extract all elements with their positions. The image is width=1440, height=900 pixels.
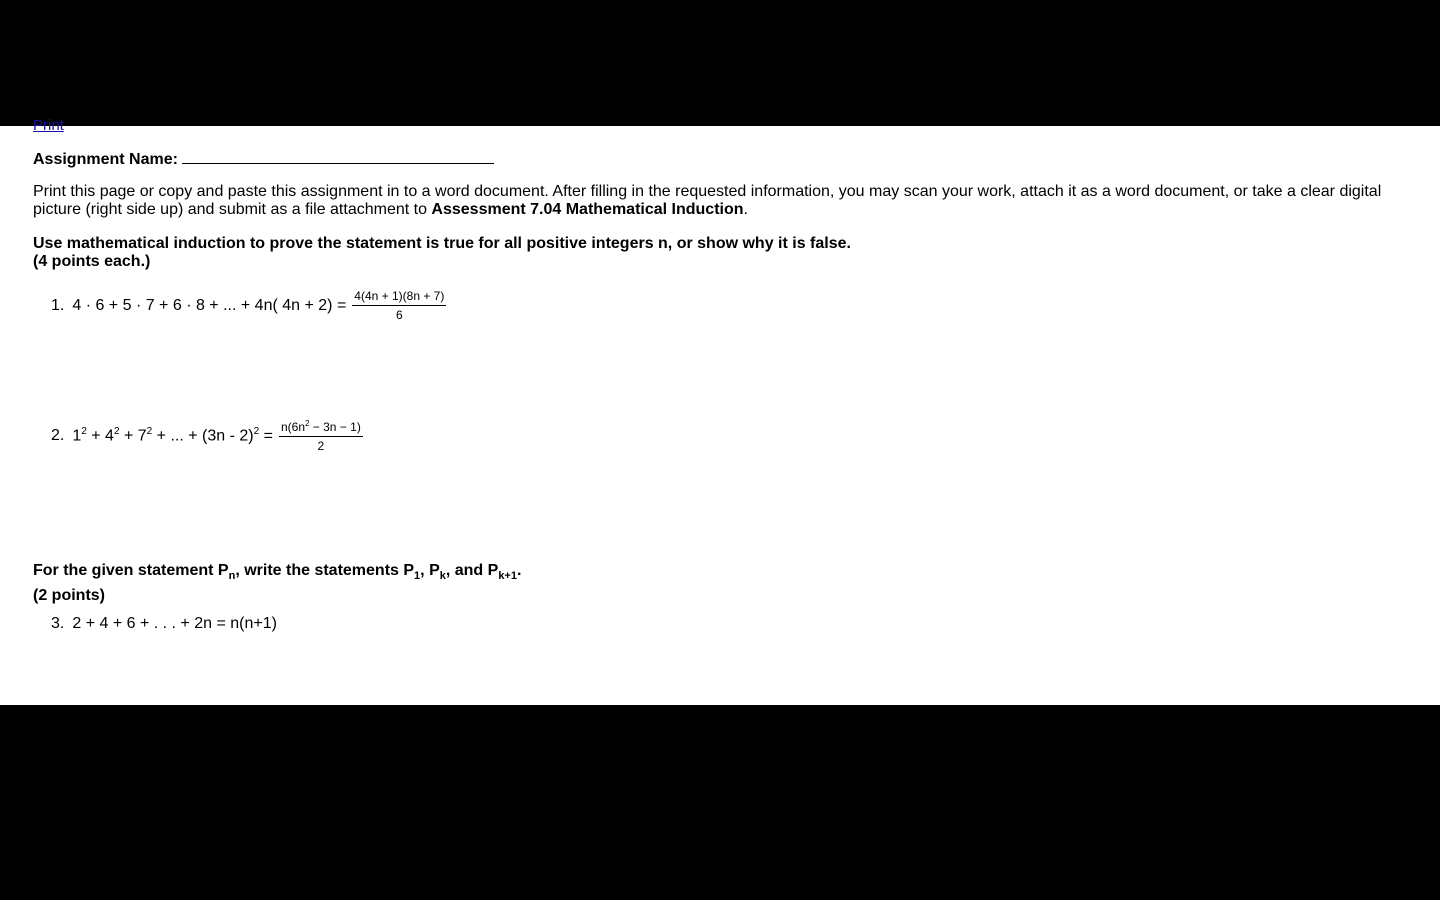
- problem-3: [51, 615, 277, 633]
- fraction-denominator: 2: [317, 439, 325, 453]
- assessment-title: Assessment 7.04 Mathematical Induction: [431, 201, 744, 218]
- directions-line1: Use mathematical induction to prove the statement is true for all positive integers n, or show why it is false.: [33, 235, 851, 252]
- problem-3-text: 2 + 4 + 6 + . . . + 2n = n(n+1): [72, 615, 277, 632]
- directions: [33, 235, 851, 271]
- fraction-denominator: 6: [395, 308, 403, 322]
- section-2-points: (2 points): [33, 587, 105, 605]
- problem-2-fraction: [279, 419, 363, 453]
- assignment-page: [0, 117, 1440, 705]
- directions-points: (4 points each.): [33, 253, 151, 270]
- problem-2-lhs: $1^2 + 4^2 + 7^2$ + ... + (3n - 2)$^2$ =: [72, 426, 273, 445]
- assignment-name-blank: [182, 149, 494, 164]
- print-link[interactable]: Print: [33, 117, 64, 134]
- section-2-line1: For the given statement $P_n$, write the statements $P_1$, $P_k$, and $P_{k+1}$.: [33, 562, 522, 583]
- assignment-name-label: Assignment Name:: [33, 151, 178, 168]
- bottom-black-bar: [0, 705, 1440, 900]
- problem-number: 1.: [51, 296, 65, 314]
- problem-1-lhs: 4 · 6 + 5 · 7 + 6 · 8 + ... + 4n( 4n + 2) =: [72, 296, 347, 314]
- fraction-numerator: $n(6n^2 - 3n - 1)$: [279, 419, 363, 437]
- instructions-end: .: [743, 201, 748, 218]
- instructions-paragraph: [33, 183, 1413, 219]
- assignment-name-row: [33, 149, 494, 169]
- problem-1-fraction: [352, 289, 446, 322]
- problem-2: [51, 419, 363, 453]
- problem-number: 2.: [51, 427, 65, 444]
- top-black-bar: [0, 0, 1440, 126]
- problem-1: [51, 289, 446, 322]
- problem-number: 3.: [51, 615, 65, 632]
- fraction-numerator: 4(4n + 1)(8n + 7): [352, 289, 446, 306]
- instructions-text: Print this page or copy and paste this assignment in to a word document. After filling in the requested information, you may scan your work, attach it as a word document, or take a clear digital picture (right side up) and submit as a file attachment to: [33, 183, 1382, 218]
- section-2-directions: [33, 561, 521, 606]
